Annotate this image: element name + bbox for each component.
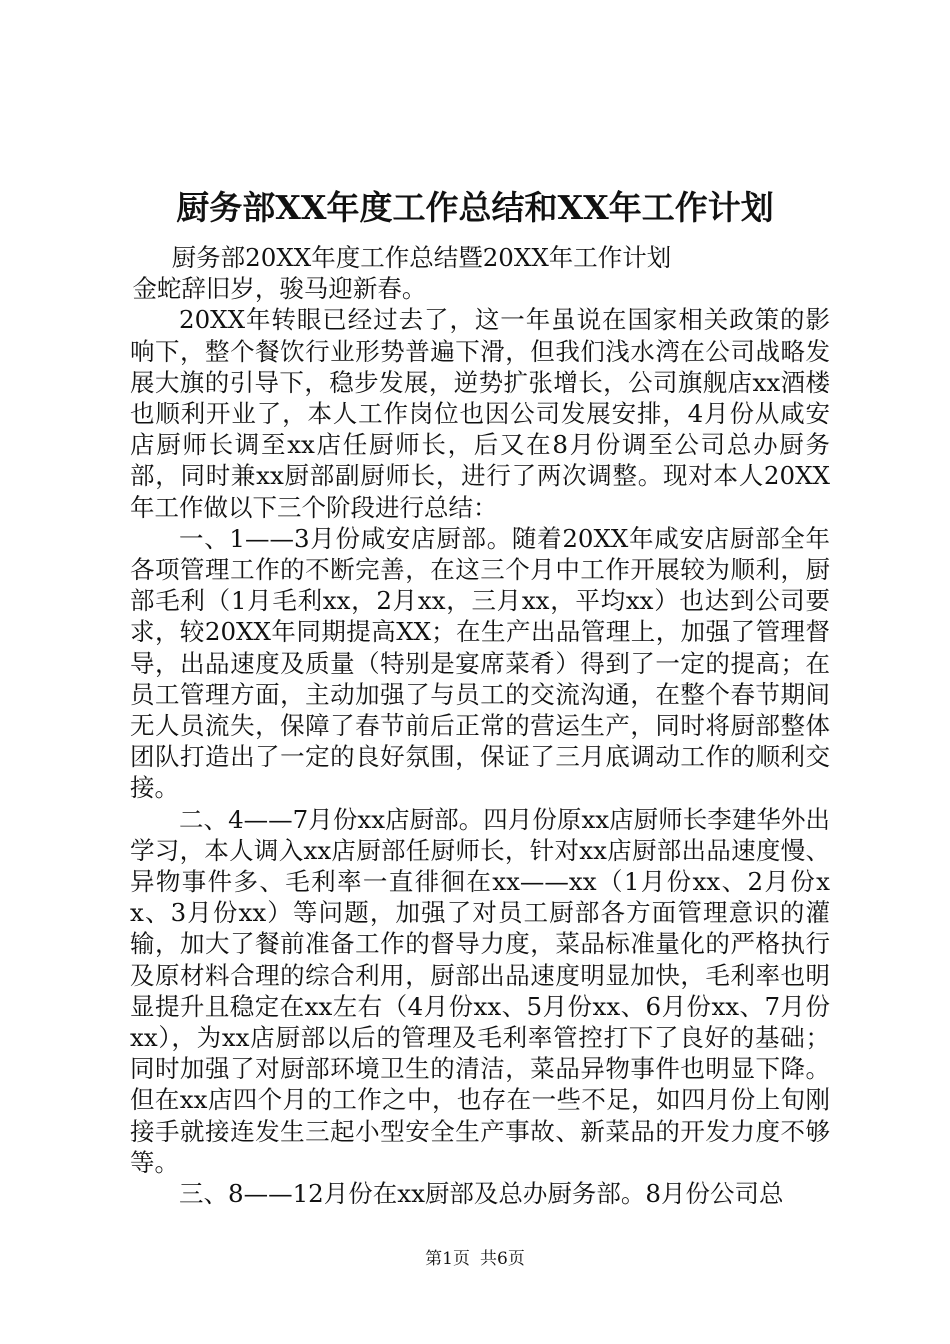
document-title: 厨务部XX年度工作总结和XX年工作计划 (176, 188, 774, 227)
paragraph-intro: 20XX年转眼已经过去了，这一年虽说在国家相关政策的影响下，整个餐饮行业形势普遍下滑，但我们浅水湾在公司战略发展大旗的引导下，稳步发展，逆势扩张增长，公司旗舰店xx酒楼也顺利开业了，本人工作岗位也因公司发展安排，4月份从咸安店厨师长调至xx店任厨师长，后又在8月份调至公司总办厨务部，同时兼xx厨部副厨师长，进行了两次调整。现对本人20XX年工作做以下三个阶段进行总结： (130, 305, 830, 522)
greeting-line: 金蛇辞旧岁，骏马迎新春。 (132, 274, 427, 304)
document-body (130, 242, 830, 1209)
paragraph-section-1: 一、1——3月份咸安店厨部。随着20XX年咸安店厨部全年各项管理工作的不断完善，在这三个月中工作开展较为顺利，厨部毛利（1月毛利xx，2月xx，三月xx，平均xx）也达到公司要求，较20XX年同期提高XX；在生产出品管理上，加强了管理督导，出品速度及质量（特别是宴席菜肴）得到了一定的提高；在员工管理方面，主动加强了与员工的交流沟通，在整个春节期间无人员流失，保障了春节前后正常的营运生产，同时将厨部整体团队打造出了一定的良好氛围，保证了三月底调动工作的顺利交接。 (130, 523, 830, 803)
page-total: 共6页 (480, 1249, 525, 1269)
page-number: 第1页 (425, 1249, 470, 1269)
paragraph-section-2: 二、4——7月份xx店厨部。四月份原xx店厨师长李建华外出学习，本人调入xx店厨部任厨师长，针对xx店厨部出品速度慢、异物事件多、毛利率一直徘徊在xx——xx（1月份xx、2月份xx、3月份xx）等问题，加强了对员工厨部各方面管理意识的灌输，加大了餐前准备工作的督导力度，菜品标准量化的严格执行及原材料合理的综合利用，厨部出品速度明显加快，毛利率也明显提升且稳定在xx左右（4月份xx、5月份xx、6月份xx、7月份xx），为xx店厨部以后的管理及毛利率管控打下了良好的基础；同时加强了对厨部环境卫生的清洁，菜品异物事件也明显下降。但在xx店四个月的工作之中，也存在一些不足，如四月份上旬刚接手就接连发生三起小型安全生产事故、新菜品的开发力度不够等。 (130, 804, 830, 1177)
document-subtitle: 厨务部20XX年度工作总结暨20XX年工作计划 (171, 243, 672, 272)
paragraph-section-3: 三、8——12月份在xx厨部及总办厨务部。8月份公司总 (179, 1179, 784, 1209)
page-footer (0, 1248, 950, 1270)
